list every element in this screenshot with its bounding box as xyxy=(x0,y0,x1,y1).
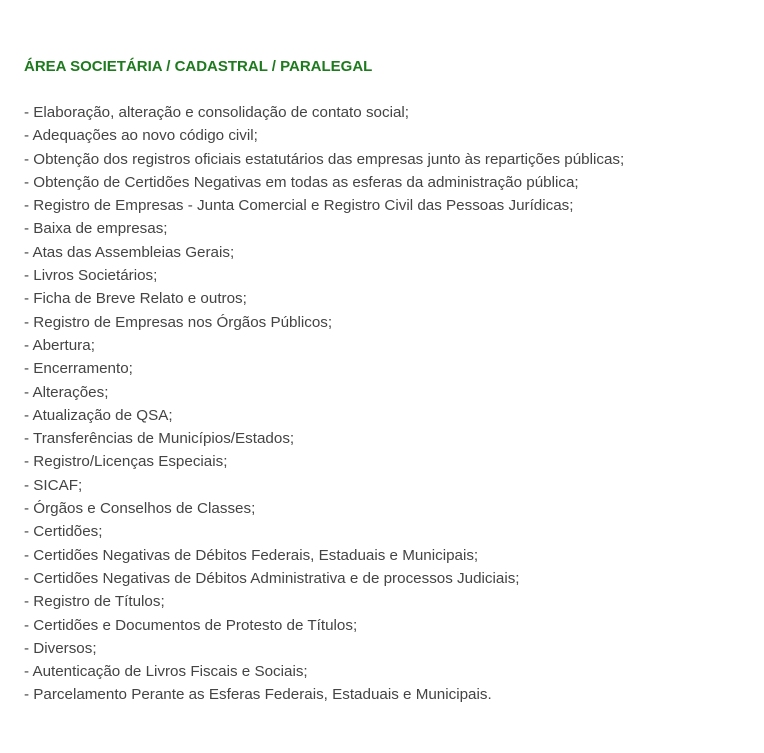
list-item: - Certidões Negativas de Débitos Administrativa e de processos Judiciais; xyxy=(24,569,520,587)
list-item: - Diversos; xyxy=(24,639,97,657)
list-item: - Registro/Licenças Especiais; xyxy=(24,453,228,471)
list-item: - Órgãos e Conselhos de Classes; xyxy=(24,500,256,518)
list-item: - Atualização de QSA; xyxy=(24,406,173,424)
list-item: - Livros Societários; xyxy=(24,267,158,285)
list-item: - Encerramento; xyxy=(24,360,133,378)
list-item: - Obtenção de Certidões Negativas em todas as esferas da administração pública; xyxy=(24,173,579,191)
list-item: - Alterações; xyxy=(24,383,109,401)
list-item: - Baixa de empresas; xyxy=(24,220,168,238)
list-item: - SICAF; xyxy=(24,476,83,494)
services-list xyxy=(24,101,754,707)
list-item: - Registro de Títulos; xyxy=(24,593,165,611)
list-item: - Autenticação de Livros Fiscais e Sociais; xyxy=(24,663,308,681)
list-item: - Elaboração, alteração e consolidação de contato social; xyxy=(24,104,409,121)
list-item: - Obtenção dos registros oficiais estatutários das empresas junto às repartições públicas; xyxy=(24,150,625,168)
list-item: - Registro de Empresas nos Órgãos Públicos; xyxy=(24,313,333,331)
list-item: - Registro de Empresas - Junta Comercial e Registro Civil das Pessoas Jurídicas; xyxy=(24,197,574,215)
section-title: ÁREA SOCIETÁRIA / CADASTRAL / PARALEGAL xyxy=(24,58,373,75)
list-item: - Certidões e Documentos de Protesto de Títulos; xyxy=(24,616,358,634)
list-item: - Certidões; xyxy=(24,523,103,541)
list-item: - Adequações ao novo código civil; xyxy=(24,127,258,145)
list-item: - Certidões Negativas de Débitos Federais, Estaduais e Municipais; xyxy=(24,546,479,564)
list-item: - Transferências de Municípios/Estados; xyxy=(24,430,295,448)
list-item: - Atas das Assembleias Gerais; xyxy=(24,243,235,261)
services-section xyxy=(24,55,754,707)
list-item: - Abertura; xyxy=(24,336,95,354)
list-item: - Parcelamento Perante as Esferas Federais, Estaduais e Municipais. xyxy=(24,686,492,704)
list-item: - Ficha de Breve Relato e outros; xyxy=(24,290,247,308)
